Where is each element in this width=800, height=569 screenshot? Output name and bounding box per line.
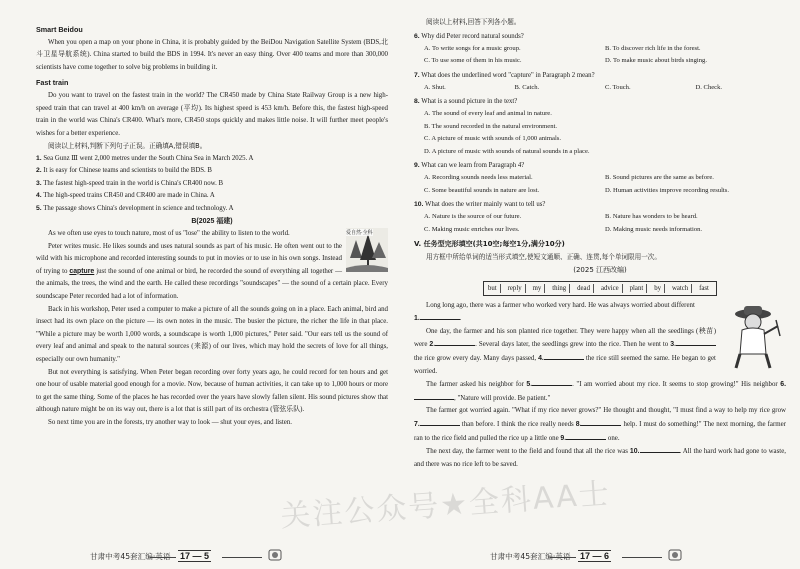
right-column [414,16,786,471]
word-bank-item: fast [699,284,709,292]
smart-beidou-title: Smart Beidou [36,25,83,34]
option-list [414,172,786,197]
option: D. Making music needs information. [605,225,703,233]
passage-b-paragraph: But not everything is satisfying. When Peter began recording over forty years ago, he could record for ten hours and get one hour of usable material good enough for a movie. Now, because of human activities, it can take up to 1,000 hours or more to get the same thing. Some of the places he has recorded over the years have slowly fallen silent. His sound pictures show that although nature might be on its way out, there is a lot that is still part of its orchestra (管弦乐队). [36,368,388,414]
footer-rule [622,557,662,558]
question: 7. What does the underlined word "capture" in Paragraph 2 mean? [414,71,595,79]
forest-illustration [346,228,388,272]
tf-item: 3. The fastest high-speed train in the world is China's CR400 now. B [36,179,223,187]
page-number: 17 — 6 [580,551,610,561]
tf-item: 4. The high-speed trains CR450 and CR400 are made in China. A [36,192,215,200]
passage-b-paragraph: Peter writes music. He likes sounds and uses natural sounds as part of his music. He often went out to the wild with his microphone and recorded interesting sounds to put in movies or to use in his own songs. Instead of trying to capture just the sound of one animal or bird, he recorded the sound of everything all together — the animals, the trees, the wind and the earth. He called these recordings "soundscapes" — the sound of a certain place. Every soundscape Peter recorded had a lot of information. [36,242,388,300]
option: D. To make music about birds singing. [605,57,707,65]
option: B. Catch. [514,83,540,91]
blank-5[interactable] [532,378,572,386]
section-v-instruction: 用方框中所给单词的适当形式填空,使短文通顺、正确、连贯,每个单词限用一次。 [426,253,661,262]
cloze-paragraph: One day, the farmer and his son planted rice together. They were happy when all the seedlings (秧苗) were 2. . Several days later, the seedlings grew into the rice. Then he went to 3. the rice grow every day. Many days passed, 4. the rice still seemed the same. He began to get worried. [414,327,716,375]
option: A. Shut. [424,83,446,91]
fast-train-title: Fast train [36,78,69,88]
left-column [36,24,388,429]
option: B. Sound pictures are the same as before. [605,174,714,182]
option: C. Making music enriches our lives. [424,225,520,233]
blank-1[interactable] [420,312,460,320]
option: D. Human activities improve recording results. [605,186,729,194]
cloze-paragraph: The farmer got worried again. "What if my rice never grows?" He thought and thought, "I must find a way to help my rice grow 7. than before. I think the rice really needs 8. help. I must do something!" The next morning, the farmer ran to the rice field and pulled the rice up a little one 9. one. [414,407,786,442]
option-list [414,211,786,236]
word-bank-item: but [488,284,501,293]
word-bank-item: thing [552,284,570,293]
word-bank-item: dead [577,284,594,293]
question: 9. What can we learn from Paragraph 4? [414,162,525,170]
questions-instruction: 阅读以上材料,回答下列各小题。 [426,18,521,26]
passage-b-paragraph: As we often use eyes to touch nature, most of us "lose" the ability to listen to the world. [48,229,290,237]
right-footer [400,549,800,563]
option: A. To write songs for a music group. [424,44,521,52]
option: C. Some beautiful sounds in nature are lost. [424,186,540,194]
lion-seal-icon [268,549,282,561]
fast-train-paragraph: Do you want to travel on the fastest train in the world? The CR450 made by China State Railway Group is a new high-speed train that can travel at 400 km/h on average (平均). Its highest speed is 453 km/h. Before this, the fastest high-speed train in the world was China's CR400. What's more, CR450 stops quickly and makes little noise. It will further meet people's wishes for a better experience. [36,91,388,137]
blank-6[interactable] [414,392,454,400]
footer-title: 甘肃中考45套汇编·英语 [490,552,571,561]
footer-rule [150,557,176,558]
option-list [414,108,786,158]
blank-2[interactable] [435,338,475,346]
illustration-caption: 爱自然·全科 [346,229,373,236]
option-list [414,43,786,68]
footer-rule [222,557,262,558]
tf-item: 1. Sea Gunz Ⅲ went 2,000 metres under the South China Sea in March 2025. A [36,154,254,162]
watermark: 关注公众号★全科AA士 [279,476,612,535]
option: A. The sound of every leaf and animal in nature. [424,110,552,118]
option: B. To discover rich life in the forest. [605,44,701,52]
option-list [414,82,786,94]
smart-beidou-paragraph: When you open a map on your phone in China, it is probably guided by the BeiDou Navigation Satellite System (BDS,北斗卫星导航系统). China started to build the BDS in 1994. It's never an easy thing. Over 400 teams and more than 300,000 scientists have come together to solve big problems in building it. [36,38,388,71]
cloze-paragraph: Long long ago, there was a farmer who worked very hard. He was always worried about different 1. . [414,301,695,323]
blank-8[interactable] [581,418,621,426]
footer-title: 甘肃中考45套汇编·英语 [90,552,171,561]
option: B. The sound recorded in the natural environment. [424,122,557,130]
section-v-source: (2025 江西改编) [573,265,627,274]
farmer-illustration [720,300,786,372]
blank-10[interactable] [640,445,680,453]
blank-7[interactable] [420,418,460,426]
word-bank-item: reply [508,284,526,293]
tf-item: 5. The passage shows China's development in science and technology. A [36,204,234,212]
passage-b-paragraph: So next time you are in the forests, try another way to look — shut your eyes, and listen. [48,418,292,426]
blank-3[interactable] [676,338,716,346]
option: A. Recording sounds needs less material. [424,174,533,182]
page-number: 17 — 5 [180,551,210,561]
cloze-paragraph: The farmer asked his neighbor for 5. . "I am worried about my rice. It seems to stop growing!" His neighbor 6., "Nature will provide. Be patient." [414,378,786,405]
lion-seal-icon [668,549,682,561]
left-footer [0,549,400,563]
word-bank-item: plant [630,284,648,293]
question: 6. Why did Peter record natural sounds? [414,32,524,40]
cloze-paragraph: The next day, the farmer went to the field and found that all the rice was 10. . All the hard work had gone to waste, and there was no rice left to be saved. [414,445,786,471]
word-bank-item: by [654,284,665,293]
option: B. Nature has wonders to be heard. [605,213,698,221]
word-bank [483,281,717,296]
option: C. A picture of music with sounds of 1,000 animals. [424,135,561,143]
blank-9[interactable] [566,432,606,440]
passage-b-paragraph: Back in his workshop, Peter used a computer to make a picture of all the sounds going on in a place. Each animal, bird and insect had its own place on the picture — its own notes in the music. The busier the picture, the richer the life in that place. "While a picture may be worth 1,000 words, a soundscape is worth 1,000 pictures," Peter said. "Our ears tell us the sound of every leaf and animal and speak to the natural sources (来源) of our lives, which may hold the secrets of love for all things, especially our own humanity." [36,305,388,363]
tf-instruction: 阅读以上材料,判断下列句子正误。正确填A,错误填B。 [48,142,207,151]
word-bank-item: my [533,284,546,293]
word-bank-item: watch [672,284,692,293]
option: A. Nature is the source of our future. [424,213,522,221]
tf-item: 2. It is easy for Chinese teams and scientists to build the BDS. B [36,167,212,175]
question: 8. What is a sound picture in the text? [414,98,518,106]
tf-item-list [36,153,388,215]
section-v-title: V. 任务型完形填空(共10空;每空1分,满分10分) [414,240,565,249]
word-bank-item: advice [601,284,623,293]
blank-4[interactable] [544,352,584,360]
footer-rule [550,557,576,558]
option: D. Check. [695,83,723,91]
option: C. To use some of them in his music. [424,57,522,65]
option: C. Touch. [605,83,631,91]
passage-b-title: B(2025 福建) [191,217,233,225]
option: D. A picture of music with sounds of natural sounds in a place. [424,147,590,155]
question: 10. What does the writer mainly want to tell us? [414,201,546,209]
